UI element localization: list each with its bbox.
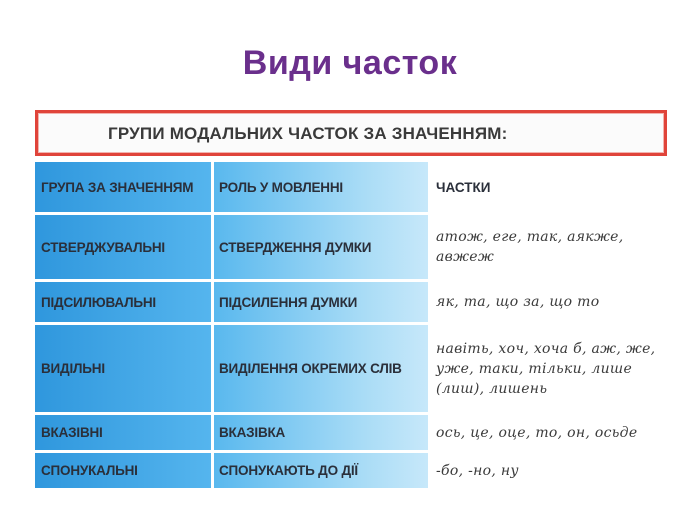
group-label: ВИДІЛЬНІ <box>41 361 105 376</box>
particles-cell <box>431 415 673 450</box>
group-label: СТВЕРДЖУВАЛЬНІ <box>41 239 165 255</box>
table-row <box>33 215 675 279</box>
table-heading-box <box>35 110 667 156</box>
group-cell <box>35 325 211 412</box>
table-row <box>33 282 675 322</box>
group-cell <box>35 415 211 450</box>
group-cell <box>35 215 211 279</box>
particles-line: як, та, що за, що то <box>436 294 600 310</box>
role-label: ПІДСИЛЕННЯ ДУМКИ <box>219 294 358 310</box>
column-header: ГРУПА ЗА ЗНАЧЕННЯМ <box>41 179 194 195</box>
role-cell <box>214 215 428 279</box>
particles-cell <box>431 453 673 488</box>
group-cell <box>35 453 211 488</box>
table-row <box>33 415 675 450</box>
group-label: СПОНУКАЛЬНІ <box>41 463 138 478</box>
particles-line: (лиш), лишень <box>436 380 548 397</box>
group-label: ВКАЗІВНІ <box>41 425 103 440</box>
table-header-row <box>33 162 675 212</box>
particles-cell <box>431 215 673 279</box>
particles-line: ось, це, оце, то, он, осьде <box>436 424 638 441</box>
header-cell-role <box>214 162 428 212</box>
role-cell <box>214 415 428 450</box>
particles-line: навіть, хоч, хоча б, аж, же, <box>436 340 656 357</box>
role-label: ВКАЗІВКА <box>219 425 286 440</box>
slide-title: Види часток <box>242 44 458 82</box>
particles-cell <box>431 325 673 412</box>
column-header: РОЛЬ У МОВЛЕННІ <box>219 179 343 195</box>
role-cell <box>214 453 428 488</box>
particles-line: авжеж <box>436 249 495 265</box>
role-label: СТВЕРДЖЕННЯ ДУМКИ <box>219 239 372 255</box>
role-cell <box>214 325 428 412</box>
role-label: СПОНУКАЮТЬ ДО ДІЇ <box>219 463 358 478</box>
group-cell <box>35 282 211 322</box>
particles-line: уже, таки, тільки, лише <box>436 360 633 377</box>
column-header: ЧАСТКИ <box>436 179 491 195</box>
table-row <box>33 453 675 488</box>
header-cell-group <box>35 162 211 212</box>
particles-line: -бо, -но, ну <box>436 462 519 479</box>
table-row <box>33 325 675 412</box>
particles-table <box>33 162 675 490</box>
role-label: ВИДІЛЕННЯ ОКРЕМИХ СЛІВ <box>219 361 402 376</box>
table-heading: ГРУПИ МОДАЛЬНИХ ЧАСТОК ЗА ЗНАЧЕННЯМ: <box>108 124 508 143</box>
particles-line: атож, еге, так, аякже, <box>436 229 624 245</box>
particles-cell <box>431 282 673 322</box>
header-cell-particles <box>431 162 673 212</box>
particles-table-figure <box>33 104 675 490</box>
group-label: ПІДСИЛЮВАЛЬНІ <box>41 294 156 310</box>
role-cell <box>214 282 428 322</box>
